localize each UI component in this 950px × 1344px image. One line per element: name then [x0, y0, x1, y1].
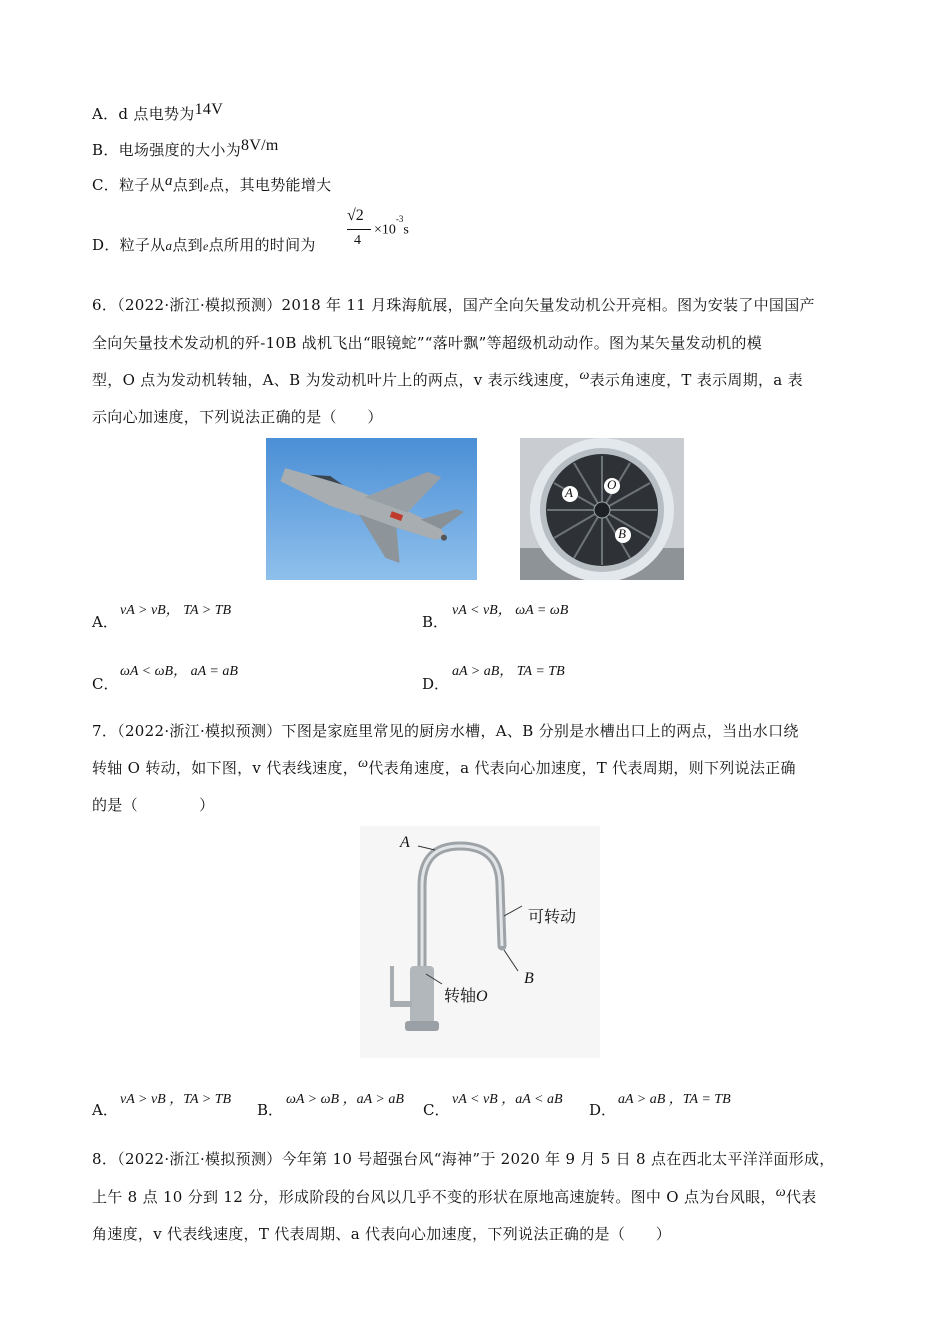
q6-line-4: 示向心加速度，下列说法正确的是（ ） — [92, 408, 383, 426]
engine-label-b: B — [618, 526, 626, 541]
option-value: 8V/m — [241, 137, 279, 154]
times-ten — [374, 214, 409, 239]
text: 代表角速度，a 代表向心加速度，T 代表周期，则下列说法正确 — [368, 759, 796, 777]
q6-line-1: 6．（2022·浙江·模拟预测）2018 年 11 月珠海航展，国产全向矢量发动机公开亮相。图为安装了中国国产 — [92, 296, 815, 314]
q7-option-a-expr: vA > vB ，TA > TB — [120, 1092, 232, 1107]
q8-line-2 — [92, 1186, 817, 1207]
var-e: e — [202, 239, 209, 253]
q6-line-3 — [92, 369, 803, 390]
q6-option-d-letter: D． — [422, 675, 450, 693]
q7-option-c-expr: vA < vB ，aA < aB — [452, 1092, 563, 1107]
engine-label-o: O — [607, 477, 617, 492]
text: 型，O 点为发动机转轴，A、B 为发动机叶片上的两点，v 表示线速度， — [92, 371, 580, 389]
faucet-svg — [360, 826, 600, 1058]
var-a: a — [164, 173, 173, 189]
q7-option-b-letter: B． — [257, 1101, 284, 1119]
q7-option-a-letter: A． — [92, 1101, 118, 1119]
times-text: ×10 — [374, 222, 396, 238]
unit: s — [403, 222, 409, 238]
faucet-label-a: A — [400, 834, 410, 851]
var-a: a — [165, 238, 173, 253]
engine-svg — [520, 438, 684, 580]
omega-symbol: ω — [358, 756, 369, 771]
omega-symbol: ω — [775, 1185, 786, 1200]
option-value: 14V — [194, 101, 224, 118]
text: 表示角速度，T 表示周期，a 表 — [589, 371, 803, 389]
axis-o: O — [476, 988, 488, 1005]
q6-option-c-expr: ωA < ωB， aA = aB — [120, 664, 238, 679]
q8-line-3: 角速度，v 代表线速度，T 代表周期、a 代表向心加速度，下列说法正确的是（ ） — [92, 1225, 672, 1243]
q6-option-a-expr: vA > vB， TA > TB — [120, 603, 232, 618]
option-label: A．d 点电势为 — [92, 105, 195, 123]
q7-option-d-letter: D． — [589, 1101, 617, 1119]
q5-option-a — [92, 103, 223, 124]
q7-line-2 — [92, 757, 796, 778]
fraction-bar — [347, 229, 371, 230]
omega-symbol: ω — [579, 368, 590, 383]
q6-option-b-letter: B． — [422, 613, 449, 631]
exponent: -3 — [395, 214, 404, 224]
fraction-numerator: √2 — [347, 207, 364, 224]
option-label: B．电场强度的大小为 — [92, 141, 242, 159]
axis-text: 转轴 — [444, 986, 477, 1005]
faucet-label-rotatable: 可转动 — [528, 907, 577, 926]
fraction-denominator: 4 — [354, 233, 361, 248]
q6-option-d-expr: aA > aB， TA = TB — [452, 664, 565, 679]
q6-line-2: 全向矢量技术发动机的歼-10B 战机飞出“眼镜蛇”“落叶飘”等超级机动动作。图为某矢量发动机的模 — [92, 334, 763, 352]
faucet-label-axis — [444, 983, 488, 1006]
engine-label-a: A — [565, 485, 573, 500]
text: 点所用的时间为 — [208, 236, 316, 254]
var-e: e — [203, 179, 210, 193]
fighter-jet-image — [266, 438, 477, 580]
q8-line-1: 8．（2022·浙江·模拟预测）今年第 10 号超强台风“海神”于 2020 年 9 月 5 日 8 点在西北太平洋洋面形成， — [92, 1150, 835, 1168]
fighter-jet-svg — [266, 438, 477, 580]
q5-option-c — [92, 174, 331, 195]
q7-line-1: 7．（2022·浙江·模拟预测）下图是家庭里常见的厨房水槽，A、B 分别是水槽出口上的两点，当出水口绕 — [92, 722, 799, 740]
q5-option-b — [92, 139, 279, 160]
text: C．粒子从 — [92, 176, 165, 194]
text: 代表 — [785, 1188, 817, 1206]
faucet-figure — [360, 826, 600, 1058]
engine-image — [520, 438, 684, 580]
q7-option-d-expr: aA > aB ，TA = TB — [618, 1092, 731, 1107]
text: D．粒子从 — [92, 236, 166, 254]
faucet-label-b: B — [524, 970, 534, 987]
text: 点到 — [172, 236, 203, 254]
text: 点到 — [172, 176, 204, 194]
q6-option-a-letter: A． — [92, 613, 118, 631]
text: 上午 8 点 10 分到 12 分，形成阶段的台风以几乎不变的形状在原地高速旋转。图中 O 点为台风眼， — [92, 1188, 776, 1206]
q7-line-3: 的是（ ） — [92, 796, 215, 814]
q5-option-d — [92, 234, 316, 255]
q7-option-b-expr: ωA > ωB ，aA > aB — [286, 1092, 404, 1107]
text: 点，其电势能增大 — [209, 176, 332, 194]
q6-option-c-letter: C． — [92, 675, 119, 693]
q6-option-b-expr: vA < vB， ωA = ωB — [452, 603, 569, 618]
text: 转轴 O 转动，如下图，v 代表线速度， — [92, 759, 359, 777]
q7-option-c-letter: C． — [423, 1101, 450, 1119]
